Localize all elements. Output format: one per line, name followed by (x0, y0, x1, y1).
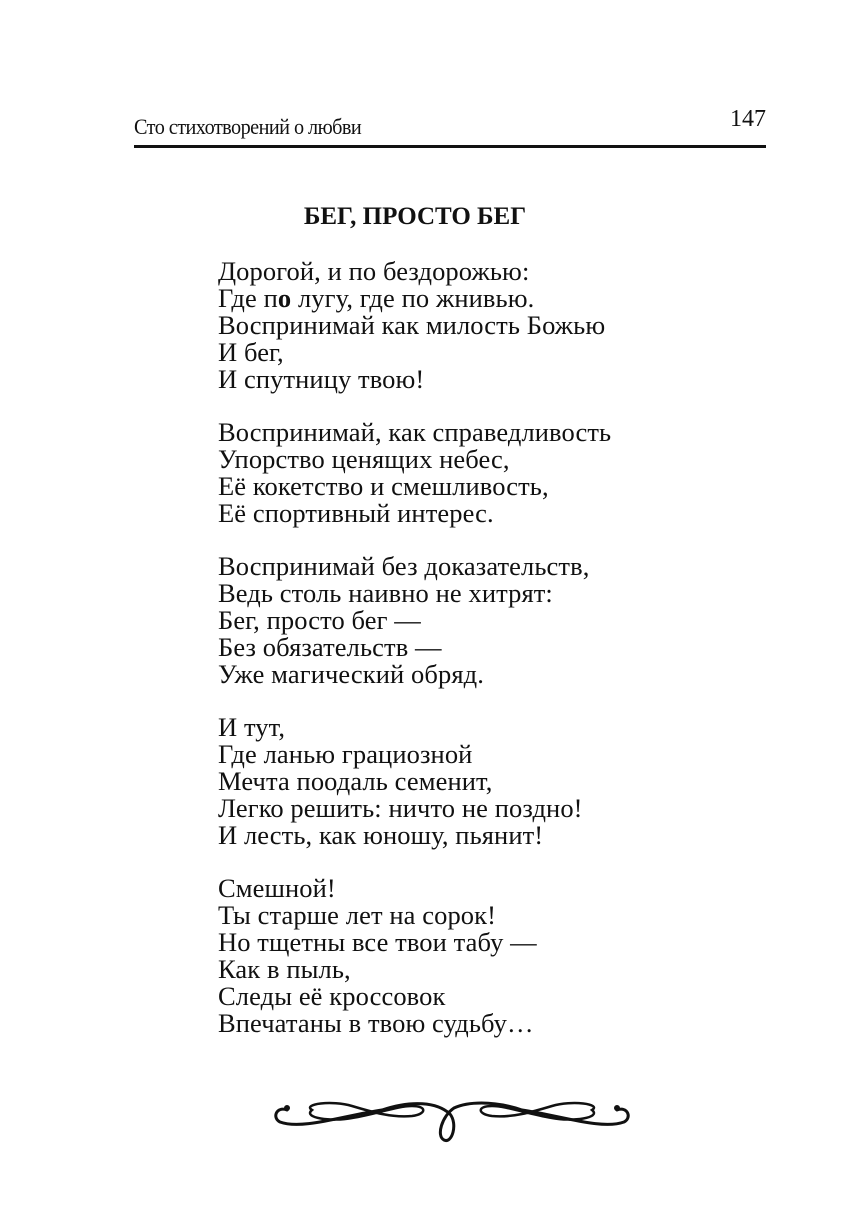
poem-line: Её кокетство и смешливость, (218, 471, 549, 501)
stanza-2 (218, 419, 611, 527)
poem-line: Где ланью грациозной (218, 739, 473, 769)
poem-line (218, 285, 611, 312)
stanza-5 (218, 875, 611, 1037)
poem-line: И тут, (218, 712, 286, 742)
book-title: Сто стихотворений о любви (134, 114, 362, 139)
poem-line: И бег, (218, 337, 284, 367)
flourish-divider-icon (272, 1096, 632, 1150)
poem-line: Смешной! (218, 873, 336, 903)
poem-line: Но тщетны все твои табу — (218, 927, 537, 957)
stanza-4 (218, 714, 611, 849)
running-head (134, 106, 766, 140)
poem-line: Уже магический обряд. (218, 659, 484, 689)
poem-body (218, 258, 611, 1063)
poem-line: И лесть, как юношу, пьянит! (218, 820, 544, 850)
poem-line: Ты старше лет на сорок! (218, 900, 497, 930)
poem-line: Упорство ценящих небес, (218, 444, 510, 474)
poem-line: Следы её кроссовок (218, 981, 446, 1011)
poem-line: Воспринимай, как справедливость (218, 417, 612, 447)
poem-line: Воспринимай как милость Божью (218, 310, 606, 340)
poem-line: И спутницу твою! (218, 364, 425, 394)
line-text: Где п (218, 283, 278, 313)
poem-line: Её спортивный интерес. (218, 498, 494, 528)
poem-line: Дорогой, и по бездорожью: (218, 256, 530, 286)
poem-line: Ведь столь наивно не хитрят: (218, 578, 553, 608)
poem-title: БЕГ, ПРОСТО БЕГ (303, 203, 527, 230)
poem-line: Легко решить: ничто не поздно! (218, 793, 583, 823)
page-number: 147 (730, 106, 766, 132)
poem-line: Впечатаны в твою судьбу… (218, 1008, 534, 1038)
poem-line: Бег, просто бег — (218, 605, 421, 635)
poem-line: Как в пыль, (218, 954, 351, 984)
header-rule (134, 145, 766, 148)
stressed-letter: о (277, 283, 292, 313)
poem-line: Мечта поодаль семенит, (218, 766, 493, 796)
stanza-3 (218, 553, 611, 688)
line-text: лугу, где по жнивью. (291, 283, 535, 313)
poem-line: Воспринимай без доказательств, (218, 551, 590, 581)
poem-line: Без обязательств — (218, 632, 442, 662)
stanza-1 (218, 258, 611, 393)
